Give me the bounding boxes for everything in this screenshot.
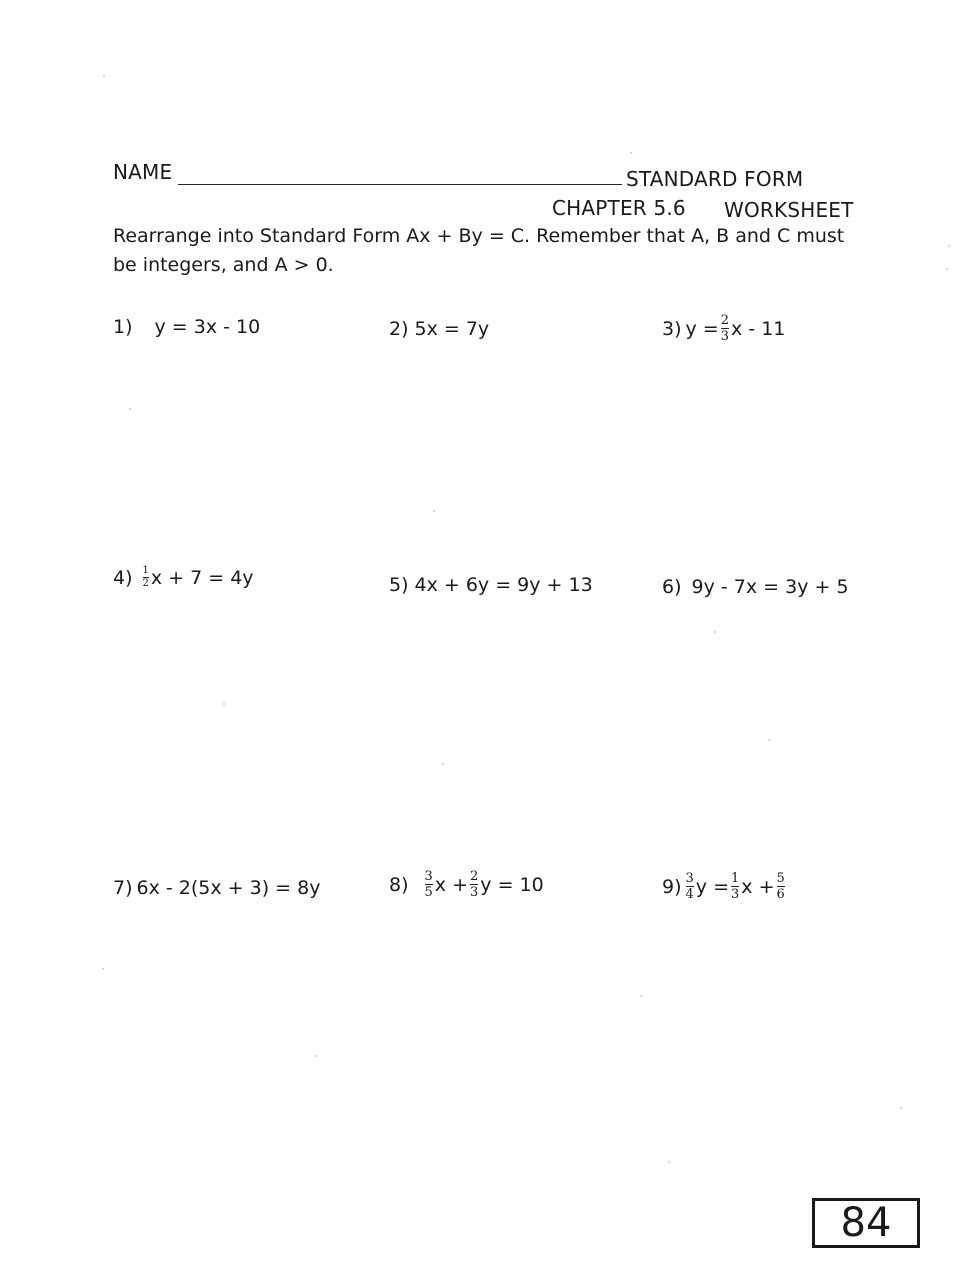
fraction xyxy=(470,870,478,899)
page-number: 84 xyxy=(840,1200,892,1246)
problem-equation: 9y - 7x = 3y + 5 xyxy=(691,576,849,598)
scan-speck xyxy=(668,1161,670,1163)
problem-number: 2) xyxy=(389,318,409,340)
problem-4 xyxy=(113,566,254,589)
numerator: 1 xyxy=(731,871,740,886)
worksheet-title: STANDARD FORM xyxy=(626,167,804,191)
problem-number: 5) xyxy=(389,574,409,596)
scan-speck xyxy=(223,703,225,705)
numerator: 5 xyxy=(776,871,785,886)
equation-part: y = xyxy=(685,317,719,340)
fraction xyxy=(686,872,694,901)
scan-speck xyxy=(768,739,770,741)
worksheet-label: WORKSHEET xyxy=(724,198,854,222)
denominator: 5 xyxy=(424,885,433,900)
equation-part: x + 7 = 4y xyxy=(150,566,254,589)
equation-part: x + xyxy=(741,875,775,898)
problem-equation: y = 3x - 10 xyxy=(154,316,261,338)
scan-speck xyxy=(946,268,948,270)
denominator: 4 xyxy=(685,887,694,902)
name-field-line[interactable] xyxy=(178,184,622,185)
problem-2 xyxy=(389,318,489,340)
denominator: 3 xyxy=(731,887,740,902)
fraction xyxy=(425,870,433,899)
numerator: 1 xyxy=(142,565,149,576)
problem-number: 7) xyxy=(113,877,133,899)
fraction xyxy=(731,872,739,901)
problem-8 xyxy=(389,870,544,899)
denominator: 6 xyxy=(776,887,785,902)
problem-3 xyxy=(662,314,785,343)
scan-speck xyxy=(640,995,642,997)
problem-number: 9) xyxy=(662,875,682,898)
scan-speck xyxy=(630,152,632,154)
equation-part: y = xyxy=(695,875,730,898)
fraction xyxy=(777,872,785,901)
name-label: NAME xyxy=(113,160,173,184)
problem-equation: 5x = 7y xyxy=(414,318,490,340)
problem-5 xyxy=(389,574,593,596)
problem-number: 8) xyxy=(389,873,409,896)
problem-7 xyxy=(113,877,320,899)
instructions-line-1: Rearrange into Standard Form Ax + By = C. Remember that A, B and C must xyxy=(113,225,845,247)
problem-equation: 6x - 2(5x + 3) = 8y xyxy=(136,877,321,899)
denominator: 3 xyxy=(720,329,730,344)
instructions-line-2: be integers, and A > 0. xyxy=(113,254,334,276)
numerator: 3 xyxy=(685,871,694,886)
scan-speck xyxy=(433,510,435,512)
numerator: 3 xyxy=(424,869,433,884)
equation-part: y = 10 xyxy=(480,873,544,896)
denominator: 2 xyxy=(142,578,149,589)
numerator: 2 xyxy=(720,313,730,328)
scan-speck xyxy=(948,245,950,247)
numerator: 2 xyxy=(470,869,479,884)
page-number-box xyxy=(812,1198,920,1248)
scan-speck xyxy=(714,631,716,633)
scan-speck xyxy=(103,75,105,77)
problem-equation: 4x + 6y = 9y + 13 xyxy=(414,574,593,596)
equation-part: x + xyxy=(434,873,469,896)
scan-speck xyxy=(315,1055,317,1057)
scan-speck xyxy=(129,408,131,410)
scan-speck xyxy=(442,763,444,765)
fraction xyxy=(721,314,729,343)
problem-1 xyxy=(113,316,260,338)
problem-number: 3) xyxy=(662,317,682,340)
problem-number: 6) xyxy=(662,576,682,598)
scan-speck xyxy=(102,968,104,970)
problem-number: 1) xyxy=(113,316,133,338)
denominator: 3 xyxy=(470,885,479,900)
chapter-label: CHAPTER 5.6 xyxy=(552,196,686,220)
equation-part: x - 11 xyxy=(731,317,786,340)
scan-speck xyxy=(900,1107,902,1109)
fraction xyxy=(143,566,149,589)
problem-6 xyxy=(662,576,849,598)
problem-9 xyxy=(662,872,787,901)
problem-number: 4) xyxy=(113,566,133,589)
